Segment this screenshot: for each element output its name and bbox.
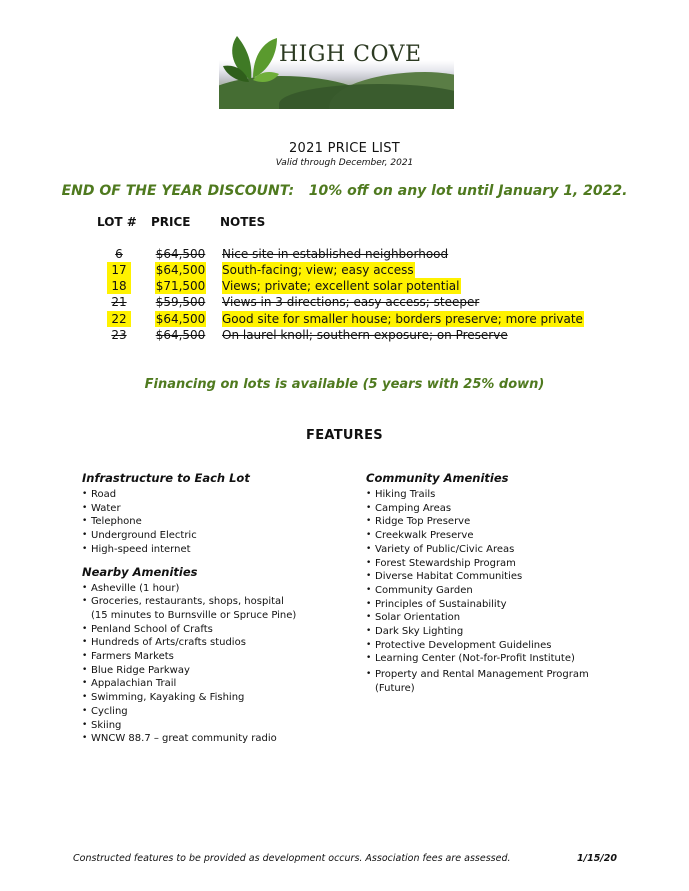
features-left-column xyxy=(82,470,362,746)
list-item: • Blue Ridge Parkway xyxy=(82,664,362,678)
list-item: • Learning Center (Not-for-Profit Institute) xyxy=(366,652,636,666)
footer-date: 1/15/20 xyxy=(577,853,617,864)
list-item: • Telephone xyxy=(82,515,362,529)
lot-price: $71,500 xyxy=(155,279,206,293)
lot-number: 22 xyxy=(107,311,131,327)
lot-price: $64,500 xyxy=(155,247,206,261)
lot-price: $64,500 xyxy=(155,312,206,326)
list-item: • Groceries, restaurants, shops, hospital (15 minutes to Burnsville or Spruce Pine) xyxy=(82,595,362,622)
lot-price: $59,500 xyxy=(155,295,206,309)
list-item: • Underground Electric xyxy=(82,529,362,543)
lot-notes: Views; private; excellent solar potential xyxy=(222,279,460,293)
lot-notes: Good site for smaller house; borders preserve; more private xyxy=(222,312,583,326)
list-item: • Forest Stewardship Program xyxy=(366,557,636,571)
list-item: • Asheville (1 hour) xyxy=(82,582,362,596)
lot-notes: Views in 3 directions; easy access; steeper xyxy=(222,295,480,309)
lot-number: 21 xyxy=(111,295,127,309)
list-item: • Ridge Top Preserve xyxy=(366,515,636,529)
list-item: • Community Garden xyxy=(366,584,636,598)
list-item: • Hiking Trails xyxy=(366,488,636,502)
infrastructure-list xyxy=(82,488,362,557)
list-item-continuation: (Future) xyxy=(375,682,415,694)
list-item: • Swimming, Kayaking & Fishing xyxy=(82,691,362,705)
list-item-continuation: (15 minutes to Burnsville or Spruce Pine) xyxy=(91,609,297,621)
list-item: • Property and Rental Management Program (Future) xyxy=(366,668,636,695)
list-item: • Protective Development Guidelines xyxy=(366,639,636,653)
column-header-notes: NOTES xyxy=(220,215,266,229)
lot-notes: Nice site in established neighborhood xyxy=(222,247,449,261)
financing-note: Financing on lots is available (5 years with 25% down) xyxy=(144,377,545,392)
community-amenities-heading: Community Amenities xyxy=(366,471,509,485)
list-item: • Camping Areas xyxy=(366,502,636,516)
column-header-lot: LOT # xyxy=(97,215,137,229)
lot-number: 17 xyxy=(107,262,131,278)
list-item: • Principles of Sustainability xyxy=(366,598,636,612)
page-subtitle: Valid through December, 2021 xyxy=(275,158,414,168)
features-right-column xyxy=(366,470,636,696)
page-title: 2021 PRICE LIST xyxy=(288,141,401,156)
list-item: • Solar Orientation xyxy=(366,611,636,625)
features-heading: FEATURES xyxy=(306,428,383,443)
nearby-amenities-heading: Nearby Amenities xyxy=(82,564,198,579)
lot-notes: South-facing; view; easy access xyxy=(222,263,414,277)
lot-notes: On laurel knoll; southern exposure; on Preserve xyxy=(222,328,508,342)
lot-price: $64,500 xyxy=(155,328,206,342)
list-item: • Penland School of Crafts xyxy=(82,623,362,637)
list-item: • Dark Sky Lighting xyxy=(366,625,636,639)
list-item: • Farmers Markets xyxy=(82,650,362,664)
column-header-price: PRICE xyxy=(151,215,191,229)
list-item: • Skiing xyxy=(82,719,362,733)
list-item: • Hundreds of Arts/crafts studios xyxy=(82,636,362,650)
community-amenities-list xyxy=(366,488,636,696)
list-item: • Cycling xyxy=(82,705,362,719)
footer-note: Constructed features to be provided as development occurs. Association fees are assessed. xyxy=(73,853,511,864)
lot-number: 18 xyxy=(107,278,131,294)
infrastructure-heading: Infrastructure to Each Lot xyxy=(82,471,250,485)
list-item: • Water xyxy=(82,502,362,516)
lot-number: 23 xyxy=(111,328,127,342)
lot-price: $64,500 xyxy=(155,263,206,277)
lot-number: 6 xyxy=(115,247,123,261)
leaf-icon xyxy=(223,30,281,86)
list-item: • Road xyxy=(82,488,362,502)
list-item: • Creekwalk Preserve xyxy=(366,529,636,543)
nearby-amenities-list xyxy=(82,582,362,746)
list-item: • Diverse Habitat Communities xyxy=(366,570,636,584)
logo-wordmark: HIGH COVE xyxy=(279,42,422,67)
list-item: • High-speed internet xyxy=(82,543,362,557)
high-cove-logo xyxy=(219,28,454,109)
list-item: • Appalachian Trail xyxy=(82,677,362,691)
discount-banner: END OF THE YEAR DISCOUNT: 10% off on any lot until January 1, 2022. xyxy=(61,183,628,199)
list-item: • Variety of Public/Civic Areas xyxy=(366,543,636,557)
list-item: • WNCW 88.7 – great community radio xyxy=(82,732,362,746)
